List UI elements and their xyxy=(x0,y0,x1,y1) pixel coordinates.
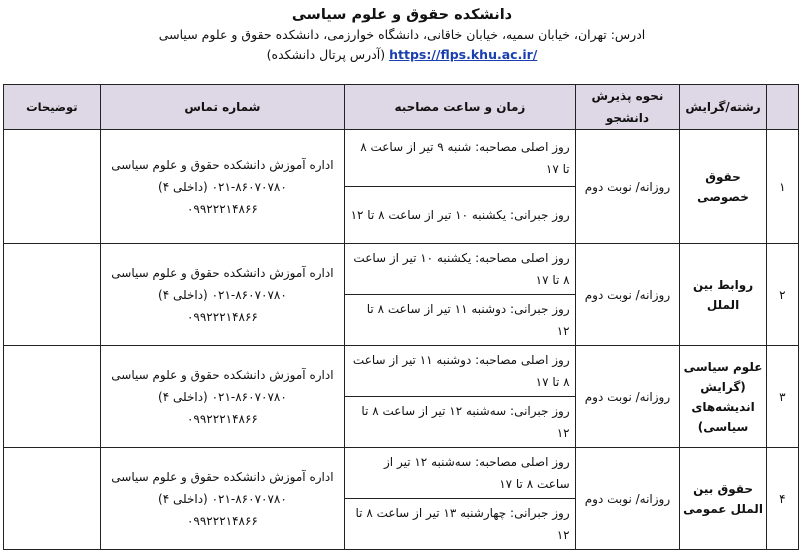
row-number: ۲ xyxy=(766,244,798,346)
contact-phone: ۰۲۱-۸۶۰۷۰۷۸۰ (داخلی ۴) xyxy=(158,287,287,302)
row-major: علوم سیاسی (گرایش اندیشه‌های سیاسی) xyxy=(680,346,767,448)
portal-line xyxy=(0,45,804,65)
portal-link[interactable]: https://flps.khu.ac.ir/ xyxy=(389,47,538,62)
row-makeup-interview: روز جبرانی: چهارشنبه ۱۳ تیر از ساعت ۸ تا ۱۲ xyxy=(345,499,575,550)
table-row xyxy=(4,448,799,499)
row-makeup-interview: روز جبرانی: سه‌شنبه ۱۲ تیر از ساعت ۸ تا ۱۲ xyxy=(345,397,575,448)
row-number: ۴ xyxy=(766,448,798,550)
row-notes xyxy=(4,448,101,550)
page-title: دانشکده حقوق و علوم سیاسی xyxy=(291,7,513,23)
table-row xyxy=(4,130,799,187)
header-mode: نحوه پذیرش دانشجو xyxy=(575,85,680,130)
row-contact xyxy=(100,244,345,346)
row-notes xyxy=(4,244,101,346)
header-notes: توضیحات xyxy=(4,85,101,130)
contact-mobile: ۰۹۹۲۲۲۱۴۸۶۶ xyxy=(186,411,258,426)
row-main-interview: روز اصلی مصاحبه: دوشنبه ۱۱ تیر از ساعت ۸ تا ۱۷ xyxy=(345,346,575,397)
header-contact: شماره تماس xyxy=(100,85,345,130)
row-number: ۱ xyxy=(766,130,798,244)
contact-mobile: ۰۹۹۲۲۲۱۴۸۶۶ xyxy=(186,513,258,528)
row-number: ۳ xyxy=(766,346,798,448)
row-contact xyxy=(100,346,345,448)
contact-mobile: ۰۹۹۲۲۲۱۴۸۶۶ xyxy=(186,309,258,324)
contact-office: اداره آموزش دانشکده حقوق و علوم سیاسی xyxy=(111,367,334,382)
address-line: ادرس: تهران، خیابان سمیه، خیابان خاقانی، دانشگاه خوارزمی، دانشکده حقوق و علوم سیاسی xyxy=(158,27,646,42)
row-makeup-interview: روز جبرانی: یکشنبه ۱۰ تیر از ساعت ۸ تا ۱۲ xyxy=(345,187,575,244)
header-num xyxy=(766,85,798,130)
row-notes xyxy=(4,346,101,448)
contact-phone: ۰۲۱-۸۶۰۷۰۷۸۰ (داخلی ۴) xyxy=(158,389,287,404)
interview-schedule-table xyxy=(3,84,799,550)
table-row xyxy=(4,244,799,295)
row-main-interview: روز اصلی مصاحبه: سه‌شنبه ۱۲ تیر از ساعت ۸ تا ۱۷ xyxy=(345,448,575,499)
row-mode: روزانه/ نوبت دوم xyxy=(575,130,680,244)
contact-office: اداره آموزش دانشکده حقوق و علوم سیاسی xyxy=(111,265,334,280)
contact-phone: ۰۲۱-۸۶۰۷۰۷۸۰ (داخلی ۴) xyxy=(158,491,287,506)
row-major: حقوق خصوصی xyxy=(680,130,767,244)
row-contact xyxy=(100,130,345,244)
row-mode: روزانه/ نوبت دوم xyxy=(575,346,680,448)
row-notes xyxy=(4,130,101,244)
portal-label: (آدرس پرتال دانشکده) xyxy=(266,47,386,62)
contact-mobile: ۰۹۹۲۲۲۱۴۸۶۶ xyxy=(186,201,258,216)
contact-phone: ۰۲۱-۸۶۰۷۰۷۸۰ (داخلی ۴) xyxy=(158,179,287,194)
contact-office: اداره آموزش دانشکده حقوق و علوم سیاسی xyxy=(111,469,334,484)
row-makeup-interview: روز جبرانی: دوشنبه ۱۱ تیر از ساعت ۸ تا ۱۲ xyxy=(345,295,575,346)
row-mode: روزانه/ نوبت دوم xyxy=(575,244,680,346)
table-header-row xyxy=(4,85,799,130)
table-row xyxy=(4,346,799,397)
contact-office: اداره آموزش دانشکده حقوق و علوم سیاسی xyxy=(111,157,334,172)
row-major: حقوق بین الملل عمومی xyxy=(680,448,767,550)
row-main-interview: روز اصلی مصاحبه: شنبه ۹ تیر از ساعت ۸ تا ۱۷ xyxy=(345,130,575,187)
header-major: رشته/گرایش xyxy=(680,85,767,130)
row-mode: روزانه/ نوبت دوم xyxy=(575,448,680,550)
row-contact xyxy=(100,448,345,550)
row-major: روابط بین الملل xyxy=(680,244,767,346)
header-schedule: زمان و ساعت مصاحبه xyxy=(345,85,575,130)
row-main-interview: روز اصلی مصاحبه: یکشنبه ۱۰ تیر از ساعت ۸ تا ۱۷ xyxy=(345,244,575,295)
document-header xyxy=(0,5,804,65)
